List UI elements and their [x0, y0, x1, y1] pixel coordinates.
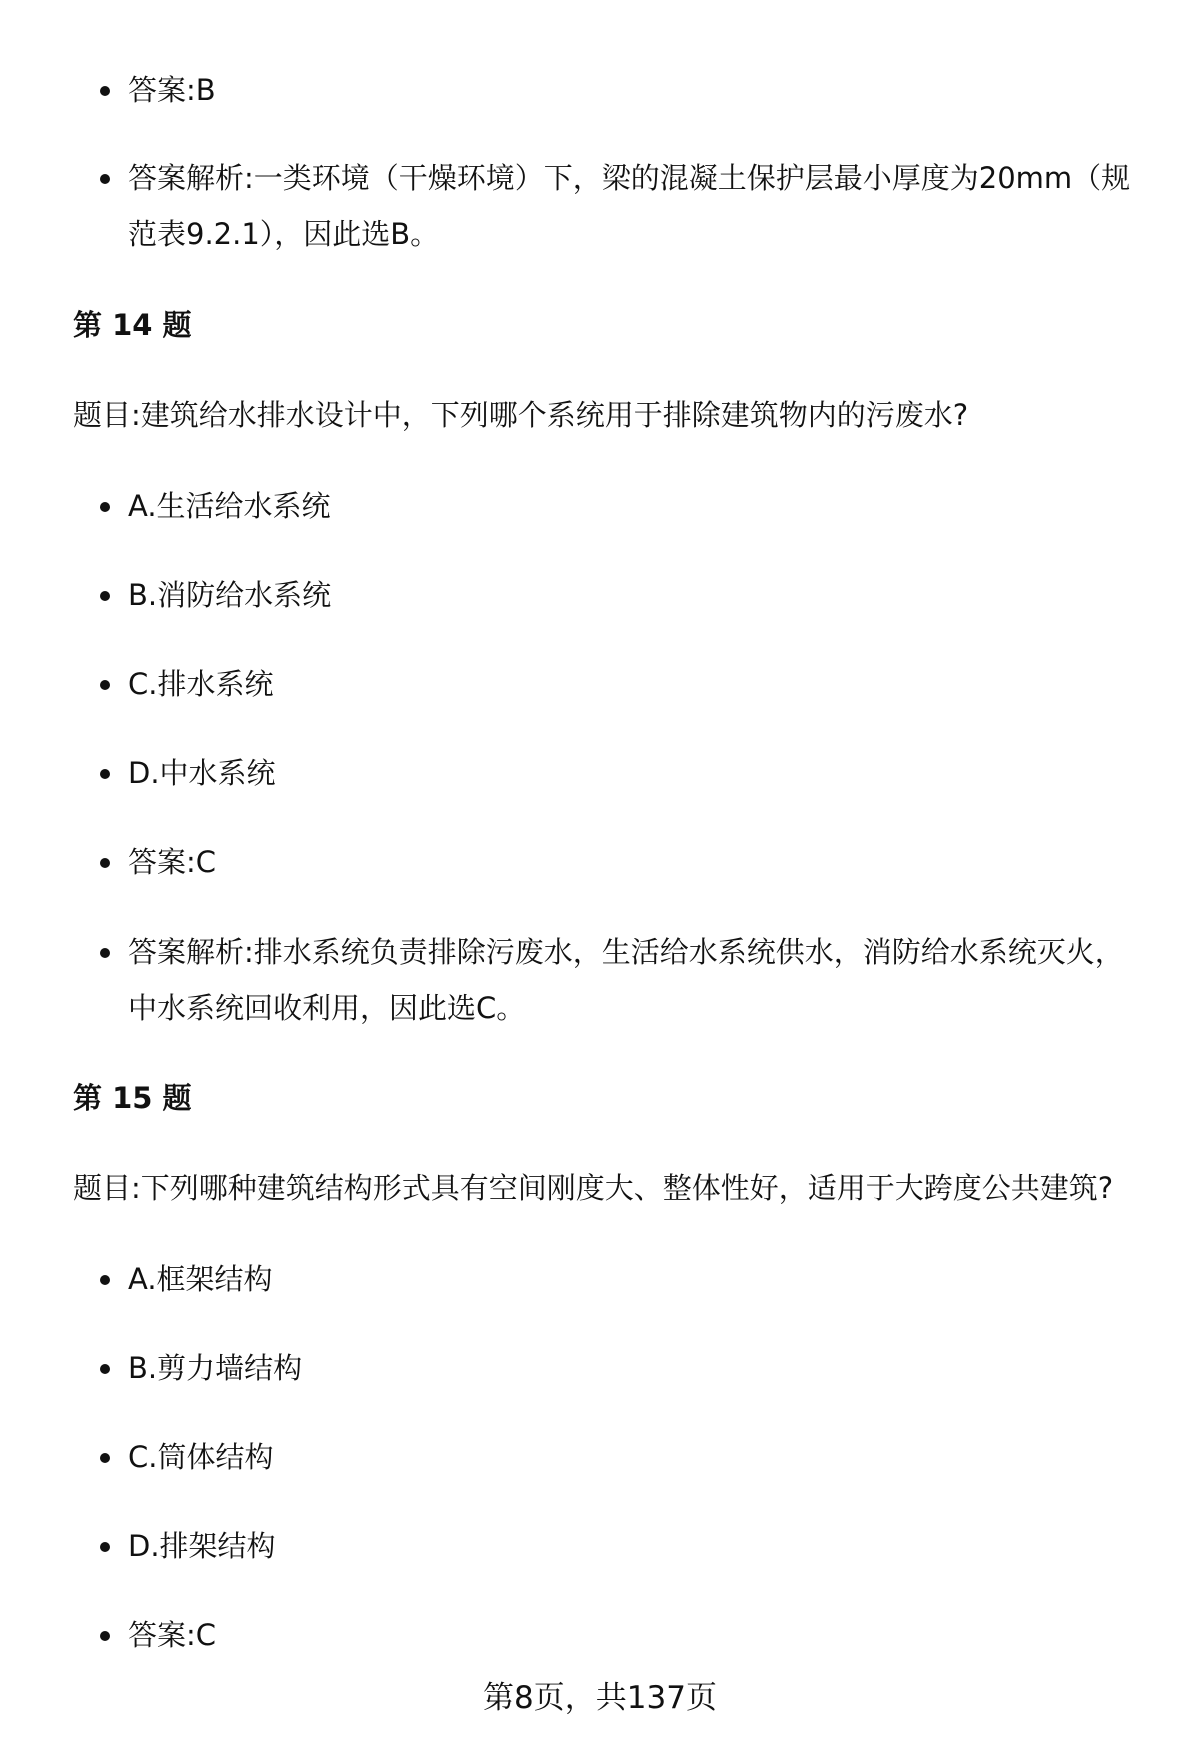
option-item: C.排水系统	[128, 656, 1148, 712]
answer-explanation: 答案解析:排水系统负责排除污废水，生活给水系统供水，消防给水系统灭火，中水系统回收利用，因此选C。	[128, 924, 1148, 1036]
question-heading: 第 14 题	[73, 308, 192, 342]
answer-line: 答案:C	[128, 834, 1148, 890]
option-item: D.中水系统	[128, 745, 1148, 801]
option-item: D.排架结构	[128, 1518, 1148, 1574]
option-item: B.消防给水系统	[128, 567, 1148, 623]
page-number: 第8页，共137页	[483, 1680, 717, 1716]
answer-explanation: 答案解析:一类环境（干燥环境）下，梁的混凝土保护层最小厚度为20mm（规范表9.2.1），因此选B。	[128, 150, 1148, 262]
option-item: A.框架结构	[128, 1251, 1148, 1307]
option-item: A.生活给水系统	[128, 478, 1148, 534]
option-item: C.筒体结构	[128, 1429, 1148, 1485]
question-heading: 第 15 题	[73, 1081, 192, 1115]
question-text: 题目:下列哪种建筑结构形式具有空间刚度大、整体性好，适用于大跨度公共建筑?	[73, 1171, 1114, 1205]
answer-line: 答案:C	[128, 1607, 1148, 1663]
answer-line: 答案:B	[128, 62, 1148, 118]
question-text: 题目:建筑给水排水设计中，下列哪个系统用于排除建筑物内的污废水?	[73, 398, 969, 432]
option-item: B.剪力墙结构	[128, 1340, 1148, 1396]
